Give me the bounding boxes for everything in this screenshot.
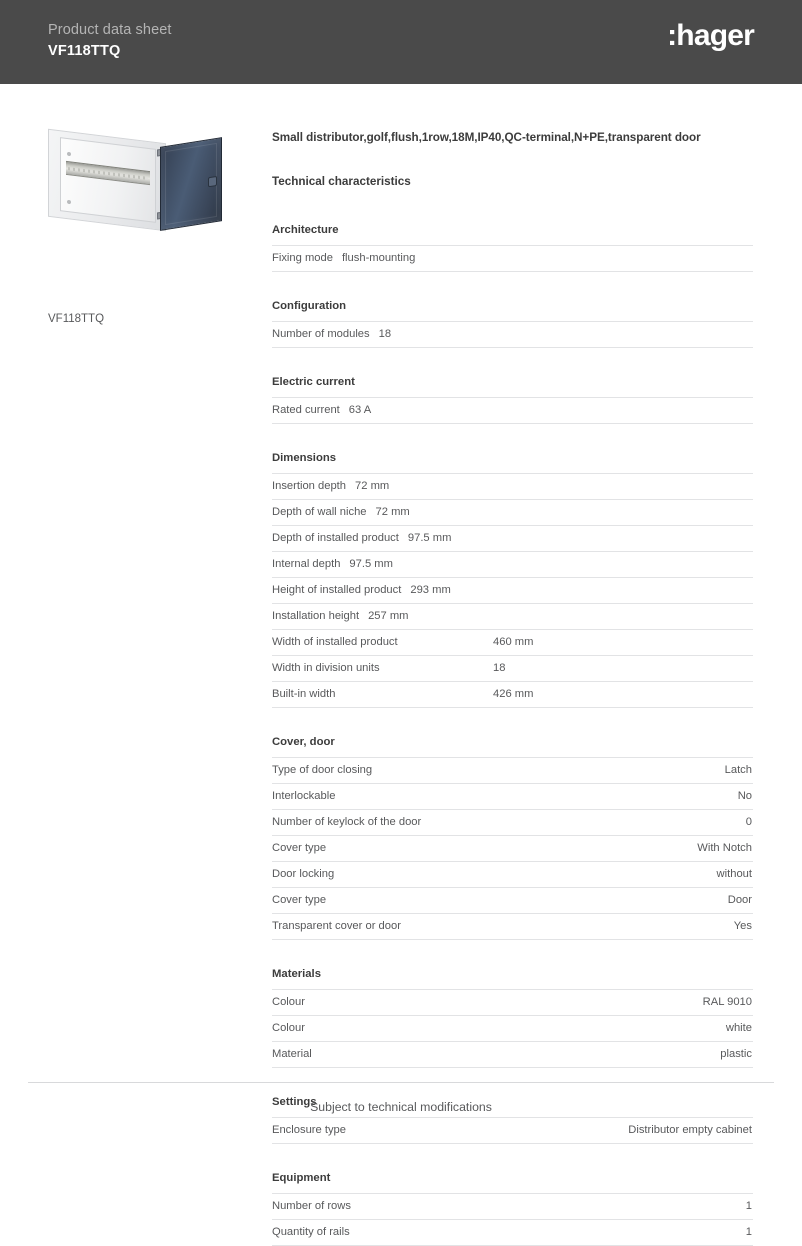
spec-section-title: Configuration	[272, 300, 347, 312]
spec-label: Number of modules	[272, 328, 370, 340]
spec-value: 97.5 mm	[407, 532, 452, 544]
spec-value: No	[737, 790, 752, 802]
spec-row	[272, 551, 753, 577]
spec-row	[272, 321, 753, 348]
spec-row	[272, 861, 753, 887]
spec-value: 0	[745, 816, 752, 828]
spec-section-title: Materials	[272, 968, 321, 980]
product-image-column	[48, 130, 248, 327]
spec-label: Colour	[272, 996, 305, 1008]
spec-section-title: Cover, door	[272, 736, 335, 748]
spec-row	[272, 577, 753, 603]
spec-value: Yes	[733, 920, 752, 932]
spec-row	[272, 473, 753, 499]
spec-label: Number of keylock of the door	[272, 816, 422, 828]
spec-value: Latch	[724, 764, 752, 776]
specifications-column	[272, 130, 753, 1246]
spec-label: Fixing mode	[272, 252, 333, 264]
spec-label: Internal depth	[272, 558, 341, 570]
product-screw-bottom	[67, 200, 71, 204]
spec-section	[272, 966, 753, 1068]
spec-label: Depth of installed product	[272, 532, 399, 544]
spec-row	[272, 245, 753, 272]
spec-value: 1	[745, 1226, 752, 1238]
spec-row	[272, 757, 753, 783]
spec-value: 18	[493, 662, 506, 674]
footer-divider	[28, 1082, 774, 1083]
spec-label: Door locking	[272, 868, 335, 880]
spec-row	[272, 603, 753, 629]
hager-logo: :hager	[667, 19, 754, 52]
spec-section-title: Settings	[272, 1096, 317, 1108]
spec-section-title: Dimensions	[272, 452, 337, 464]
spec-label: Cover type	[272, 842, 327, 854]
spec-section	[272, 450, 753, 708]
spec-section	[272, 1170, 753, 1246]
product-description: Small distributor,golf,flush,1row,18M,IP40,QC-terminal,N+PE,transparent door	[272, 131, 701, 144]
spec-label: Type of door closing	[272, 764, 373, 776]
spec-value: 257 mm	[368, 610, 409, 622]
spec-section	[272, 374, 753, 424]
spec-label: Interlockable	[272, 790, 336, 802]
technical-characteristics-heading: Technical characteristics	[272, 175, 411, 188]
product-screw-top	[67, 152, 71, 156]
spec-label: Built-in width	[272, 688, 336, 700]
spec-row	[272, 989, 753, 1015]
spec-label: Rated current	[272, 404, 340, 416]
spec-label: Height of installed product	[272, 584, 402, 596]
spec-value: 72 mm	[355, 480, 390, 492]
spec-label: Quantity of rails	[272, 1226, 350, 1238]
spec-value: plastic	[720, 1048, 752, 1060]
spec-row	[272, 681, 753, 708]
spec-label: Depth of wall niche	[272, 506, 367, 518]
spec-value: white	[725, 1022, 752, 1034]
spec-row	[272, 1193, 753, 1219]
product-image	[48, 130, 230, 245]
spec-value: 63 A	[348, 404, 372, 416]
product-image-caption: VF118TTQ	[48, 313, 105, 325]
spec-label: Enclosure type	[272, 1124, 347, 1136]
product-door-latch	[208, 176, 217, 187]
spec-row	[272, 887, 753, 913]
spec-row	[272, 629, 753, 655]
spec-section-title: Architecture	[272, 224, 339, 236]
spec-label: Installation height	[272, 610, 360, 622]
spec-section	[272, 298, 753, 348]
spec-value: 460 mm	[493, 636, 534, 648]
spec-value: 72 mm	[375, 506, 410, 518]
spec-label: Cover type	[272, 894, 327, 906]
spec-row	[272, 1219, 753, 1246]
spec-value: 426 mm	[493, 688, 534, 700]
spec-row	[272, 499, 753, 525]
header-titles	[48, 21, 172, 61]
spec-label: Transparent cover or door	[272, 920, 401, 932]
spec-section	[272, 222, 753, 272]
spec-value: Door	[727, 894, 752, 906]
spec-value: 18	[378, 328, 392, 340]
document-type-label: Product data sheet	[48, 22, 172, 38]
page-header	[0, 0, 802, 84]
product-reference-title: VF118TTQ	[48, 43, 121, 59]
spec-value: RAL 9010	[702, 996, 752, 1008]
spec-row	[272, 397, 753, 424]
spec-label: Width of installed product	[272, 636, 398, 648]
spec-row	[272, 1041, 753, 1068]
spec-label: Number of rows	[272, 1200, 351, 1212]
spec-section-title: Electric current	[272, 376, 355, 388]
spec-value: 293 mm	[410, 584, 451, 596]
spec-label: Width in division units	[272, 662, 380, 674]
spec-value: Distributor empty cabinet	[628, 1124, 752, 1136]
spec-row	[272, 525, 753, 551]
spec-value: flush-mounting	[341, 252, 416, 264]
footer-note: Subject to technical modifications	[310, 1100, 492, 1114]
spec-row	[272, 1015, 753, 1041]
spec-value: 97.5 mm	[349, 558, 393, 570]
spec-value: without	[716, 868, 752, 880]
spec-label: Insertion depth	[272, 480, 347, 492]
spec-value: With Notch	[697, 842, 752, 854]
spec-section	[272, 734, 753, 940]
spec-section-title: Equipment	[272, 1172, 331, 1184]
spec-row	[272, 835, 753, 861]
page-footer	[0, 1082, 802, 1134]
product-transparent-door	[160, 137, 222, 231]
spec-label: Colour	[272, 1022, 305, 1034]
spec-row	[272, 913, 753, 940]
spec-label: Material	[272, 1048, 312, 1060]
spec-row	[272, 809, 753, 835]
spec-value: 1	[745, 1200, 752, 1212]
spec-row	[272, 783, 753, 809]
spec-row	[272, 655, 753, 681]
